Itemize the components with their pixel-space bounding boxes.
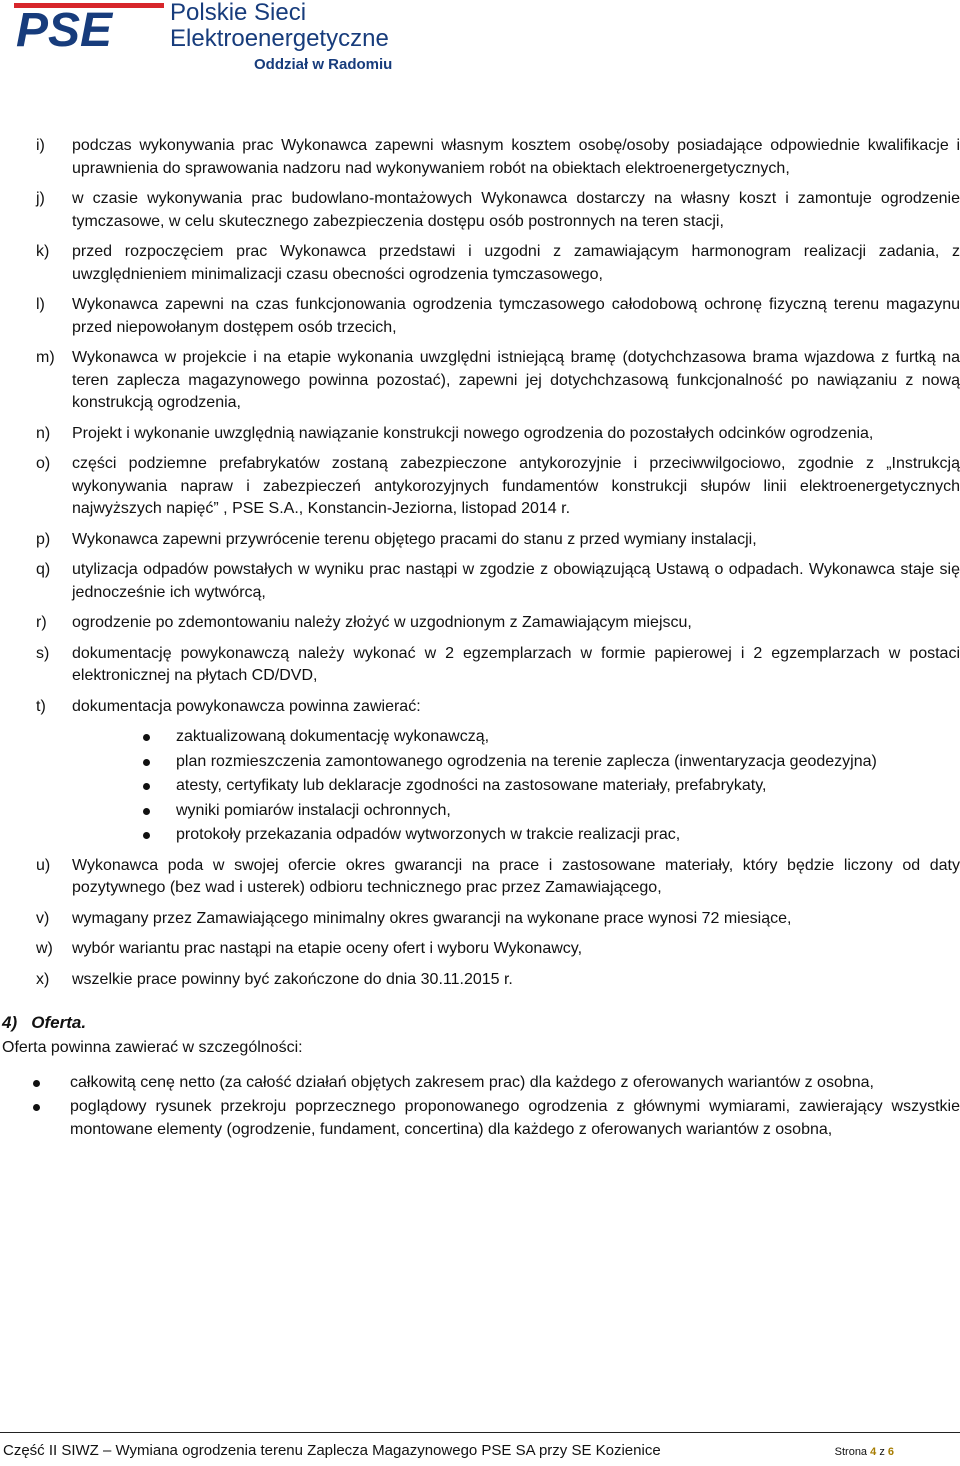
list-item-text: przed rozpoczęciem prac Wykonawca przedstawi i uzgodni z zamawiającym harmonogram realizacji zadania, z uwzględnieniem minimalizacji czasu obecności ogrodzenia tymczasowego, — [72, 243, 960, 283]
list-item-text: wybór wariantu prac nastąpi na etapie oceny ofert i wyboru Wykonawcy, — [72, 940, 583, 957]
list-item-text: Wykonawca w projekcie i na etapie wykonania uwzględni istniejącą bramę (dotychchzasowa brama wjazdowa z furtką na teren zaplecza magazynowego powinna pozostać), zapewni jej dotychchzasową funkcjonalność po nawiązaniu z nową konstrukcją ogrodzenia, — [72, 349, 960, 411]
bullet-dot-icon — [143, 783, 150, 790]
list-marker: x) — [36, 970, 50, 988]
bullet-text: całkowitą cenę netto (za całość działań objętych zakresem prac) dla każdego z oferowanych wariantów z osobna, — [70, 1073, 874, 1091]
list-item — [0, 347, 960, 415]
header — [14, 0, 434, 80]
list-marker: q) — [36, 561, 51, 578]
brand-name-line1: Polskie Sieci — [170, 0, 307, 26]
list-item — [0, 855, 960, 900]
list-marker: j) — [36, 190, 45, 207]
bullet-text: zaktualizowaną dokumentację wykonawczą, — [176, 728, 490, 745]
footer-title: Część II SIWZ – Wymiana ogrodzenia terenu Zaplecza Magazynowego PSE SA przy SE Kozienice — [3, 1442, 661, 1459]
bullet-item — [0, 751, 960, 774]
list-marker: m) — [36, 349, 55, 366]
list-item-text: Wykonawca zapewni przywrócenie terenu objętego pracami do stanu z przed wymiany instalacji, — [72, 530, 757, 548]
bullet-text: plan rozmieszczenia zamontowanego ogrodzenia na terenie zaplecza (inwentaryzacja geodezyjna) — [176, 752, 877, 770]
page-total: 6 — [887, 1446, 894, 1458]
list-item — [0, 938, 960, 961]
list-item-text: Projekt i wykonanie uwzględnią nawiązanie konstrukcji nowego ogrodzenia do pozostałych odcinków ogrodzenia, — [72, 424, 874, 442]
list-item — [0, 643, 960, 688]
logo-text: PSE — [16, 4, 113, 50]
list-item-text: dokumentacja powykonawcza powinna zawierać: — [72, 697, 421, 715]
list-item — [0, 188, 960, 233]
bullet-item — [0, 824, 960, 847]
list-item-text: dokumentację powykonawczą należy wykonać w 2 egzemplarzach w formie papierowej i 2 egzemplarzach w postaci elektronicznej na płytach CD/DVD, — [72, 644, 960, 684]
bullet-dot-icon — [33, 1104, 40, 1111]
bullet-dot-icon — [143, 759, 150, 766]
list-marker: t) — [36, 697, 46, 715]
list-item — [0, 969, 960, 992]
list-marker: s) — [36, 644, 50, 662]
bullet-item — [0, 800, 960, 823]
list-item — [0, 241, 960, 286]
list-item — [0, 529, 960, 552]
list-item — [0, 908, 960, 931]
list-item-text: wymagany przez Zamawiającego minimalny okres gwarancji na wykonane prace wynosi 72 miesiące, — [72, 909, 792, 927]
list-marker: o) — [36, 455, 51, 472]
bullet-dot-icon — [143, 734, 150, 741]
page-number — [835, 1446, 894, 1458]
footer-divider — [0, 1432, 960, 1433]
list-item-text: utylizacja odpadów powstałych w wyniku prac nastąpi w zgodzie z obowiązującą Ustawą o odpadach. Wykonawca staje się jednocześnie ich wytwórcą, — [72, 561, 960, 601]
bullet-text: protokoły przekazania odpadów wytworzonych w trakcie realizacji prac, — [176, 826, 681, 843]
page-separator: z — [879, 1446, 885, 1458]
bullet-text: wyniki pomiarów instalacji ochronnych, — [176, 801, 451, 819]
list-marker: i) — [36, 137, 45, 154]
list-item — [0, 423, 960, 446]
list-marker: w) — [36, 940, 53, 957]
list-marker: k) — [36, 243, 50, 260]
documentation-bullet-list — [0, 726, 960, 847]
list-marker: u) — [36, 856, 51, 874]
list-item-text: Wykonawca poda w swojej ofercie okres gwarancji na prace i zastosowane materiały, który będzie liczony od daty pozytywnego (bez wad i usterek) odbioru technicznego prac przez Zamawiającego, — [72, 856, 960, 896]
page-current: 4 — [870, 1446, 877, 1458]
page-label: Strona — [834, 1446, 868, 1458]
list-marker: p) — [36, 530, 51, 548]
bullet-text: poglądowy rysunek przekroju poprzecznego proponowanego ogrodzenia z głównymi wymiarami, zawierający wszystkie montowane elementy (ogrodzenie, fundament, concertina) dla każdego z oferowanych wariantów z osobna, — [70, 1098, 960, 1138]
bullet-dot-icon — [143, 808, 150, 815]
list-item — [0, 696, 960, 719]
list-item-text: Wykonawca zapewni na czas funkcjonowania ogrodzenia tymczasowego całodobową ochronę fizyczną terenu magazynu przed niepowołanym dostępem osób trzecich, — [72, 296, 960, 336]
list-item-text: wszelkie prace powinny być zakończone do dnia 30.11.2015 r. — [72, 970, 513, 988]
bullet-item — [0, 726, 960, 749]
section-intro: Oferta powinna zawierać w szczególności: — [2, 1039, 303, 1056]
bullet-dot-icon — [143, 832, 150, 839]
list-marker: n) — [36, 424, 51, 442]
bullet-text: atesty, certyfikaty lub deklaracje zgodności na zastosowane materiały, prefabrykaty, — [176, 777, 767, 794]
list-item — [0, 612, 960, 635]
list-item — [0, 294, 960, 339]
pse-logo — [14, 0, 164, 50]
document-body — [0, 135, 960, 1143]
bullet-item — [0, 1072, 960, 1095]
bullet-dot-icon — [33, 1080, 40, 1087]
bullet-item — [0, 775, 960, 798]
list-item — [0, 453, 960, 521]
list-item-text: w czasie wykonywania prac budowlano-montażowych Wykonawca dostarczy na własny koszt i zamontuje ogrodzenie tymczasowe, w celu skutecznego zabezpieczenia dostępu osób postronnych na teren stacji, — [72, 190, 960, 230]
brand-name-line2: Elektroenergetyczne — [170, 25, 389, 52]
bullet-item — [0, 1096, 960, 1141]
list-marker: v) — [36, 909, 50, 927]
list-marker: l) — [36, 296, 45, 313]
list-item-text: podczas wykonywania prac Wykonawca zapewni własnym kosztem osobę/osoby posiadające odpowiednie kwalifikacje i uprawnienia do sprawowania nadzoru nad wykonywaniem robót na obiektach elektroenergetycznych, — [72, 137, 960, 177]
list-item — [0, 559, 960, 604]
list-item-text: części podziemne prefabrykatów zostaną zabezpieczone antykorozyjnie i przeciwwilgociowo, zgodnie z „Instrukcją wykonywania napraw i zabezpieczeń antykorozyjnych fundamentów konstrukcji słupów linii elektroenergetycznych najwyższych napięć” , PSE S.A., Konstancin-Jeziorna, listopad 2014 r. — [72, 455, 960, 517]
list-item-text: ogrodzenie po zdemontowaniu należy złożyć w uzgodnionym z Zamawiającym miejscu, — [72, 614, 692, 631]
list-item — [0, 135, 960, 180]
brand-division: Oddział w Radomiu — [254, 56, 393, 73]
list-marker: r) — [36, 614, 47, 631]
section-heading: 4) Oferta. — [2, 1013, 87, 1032]
